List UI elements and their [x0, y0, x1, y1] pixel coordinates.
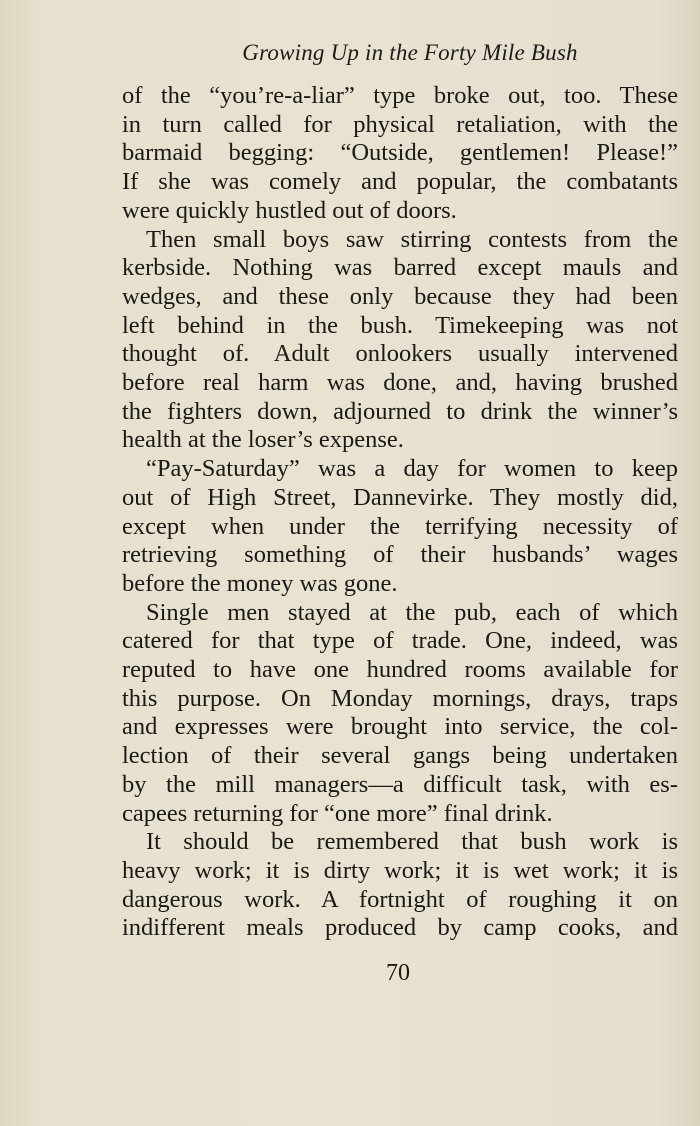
text-line: before the money was gone.: [122, 569, 398, 597]
text-line: before real harm was done, and, having brushed: [122, 369, 678, 397]
text-line: this purpose. On Monday mornings, drays, traps: [122, 684, 678, 712]
text-line: health at the loser’s expense.: [122, 426, 404, 454]
running-title: Growing Up in the Forty Mile Bush: [242, 40, 578, 65]
text-line: Single men stayed at the pub, each of which: [146, 598, 678, 626]
text-line: left behind in the bush. Timekeeping was not: [122, 311, 678, 339]
text-line: wedges, and these only because they had been: [122, 282, 678, 310]
text-line: capees returning for “one more” final drink.: [122, 799, 553, 827]
text-line: heavy work; it is dirty work; it is wet work; it is: [122, 856, 678, 884]
text-line: If she was comely and popular, the combatants: [122, 168, 678, 196]
text-line: lection of their several gangs being undertaken: [122, 742, 678, 770]
text-line: by the mill managers—a difficult task, with es-: [122, 770, 678, 798]
text-line: It should be remembered that bush work is: [146, 828, 678, 856]
text-line: kerbside. Nothing was barred except mauls and: [122, 254, 678, 282]
text-line: indifferent meals produced by camp cooks, and: [122, 914, 678, 942]
text-line: the fighters down, adjourned to drink the winner’s: [122, 397, 678, 425]
text-line: of the “you’re-a-liar” type broke out, too. These: [122, 82, 678, 109]
text-line: dangerous work. A fortnight of roughing it on: [122, 885, 678, 913]
text-line: in turn called for physical retaliation, with the: [122, 110, 678, 138]
text-line: and expresses were brought into service, the col-: [122, 713, 678, 741]
text-line: were quickly hustled out of doors.: [122, 196, 457, 224]
text-line: Then small boys saw stirring contests from the: [146, 225, 678, 253]
text-line: barmaid begging: “Outside, gentlemen! Please!”: [122, 139, 678, 167]
text-line: thought of. Adult onlookers usually intervened: [122, 340, 678, 368]
text-line: out of High Street, Dannevirke. They mostly did,: [122, 483, 678, 511]
page-number: 70: [386, 960, 410, 986]
text-line: retrieving something of their husbands’ wages: [122, 541, 678, 569]
text-line: catered for that type of trade. One, indeed, was: [122, 627, 678, 655]
body-text: [122, 82, 678, 943]
text-line: reputed to have one hundred rooms available for: [122, 656, 678, 684]
text-line: except when under the terrifying necessity of: [122, 512, 678, 540]
text-line: “Pay-Saturday” was a day for women to keep: [146, 455, 678, 483]
